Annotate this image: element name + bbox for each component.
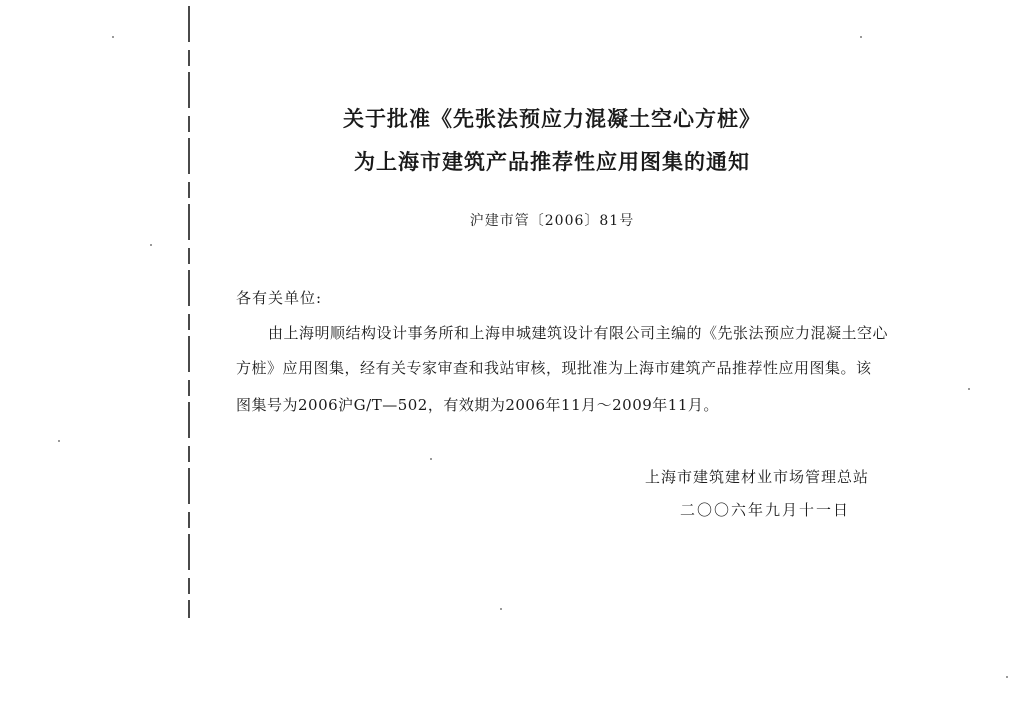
document-number: 沪建市管〔2006〕81号 [469, 213, 635, 229]
body-paragraph-line: 方桩》应用图集，经有关专家审查和我站审核，现批准为上海市建筑产品推荐性应用图集。该 [236, 359, 872, 377]
scan-speck [1006, 676, 1008, 678]
body-paragraph-line: 由上海明顺结构设计事务所和上海申城建筑设计有限公司主编的《先张法预应力混凝土空心 [268, 324, 889, 342]
scan-speck [430, 458, 432, 460]
scan-speck [860, 36, 862, 38]
document-date: 二〇〇六年九月十一日 [680, 501, 851, 519]
document-title-line-1: 关于批准《先张法预应力混凝土空心方桩》 [343, 107, 761, 131]
signing-organization: 上海市建筑建材业市场管理总站 [645, 468, 870, 486]
document-title-line-2: 为上海市建筑产品推荐性应用图集的通知 [354, 150, 750, 174]
salutation: 各有关单位: [236, 289, 323, 307]
scan-speck [58, 440, 60, 442]
scan-speck [150, 244, 152, 246]
body-paragraph-line: 图集号为2006沪G/T—502，有效期为2006年11月～2009年11月。 [236, 396, 719, 414]
scan-speck [968, 388, 970, 390]
scan-speck [500, 608, 502, 610]
scan-speck [112, 36, 114, 38]
binding-line [188, 6, 190, 618]
